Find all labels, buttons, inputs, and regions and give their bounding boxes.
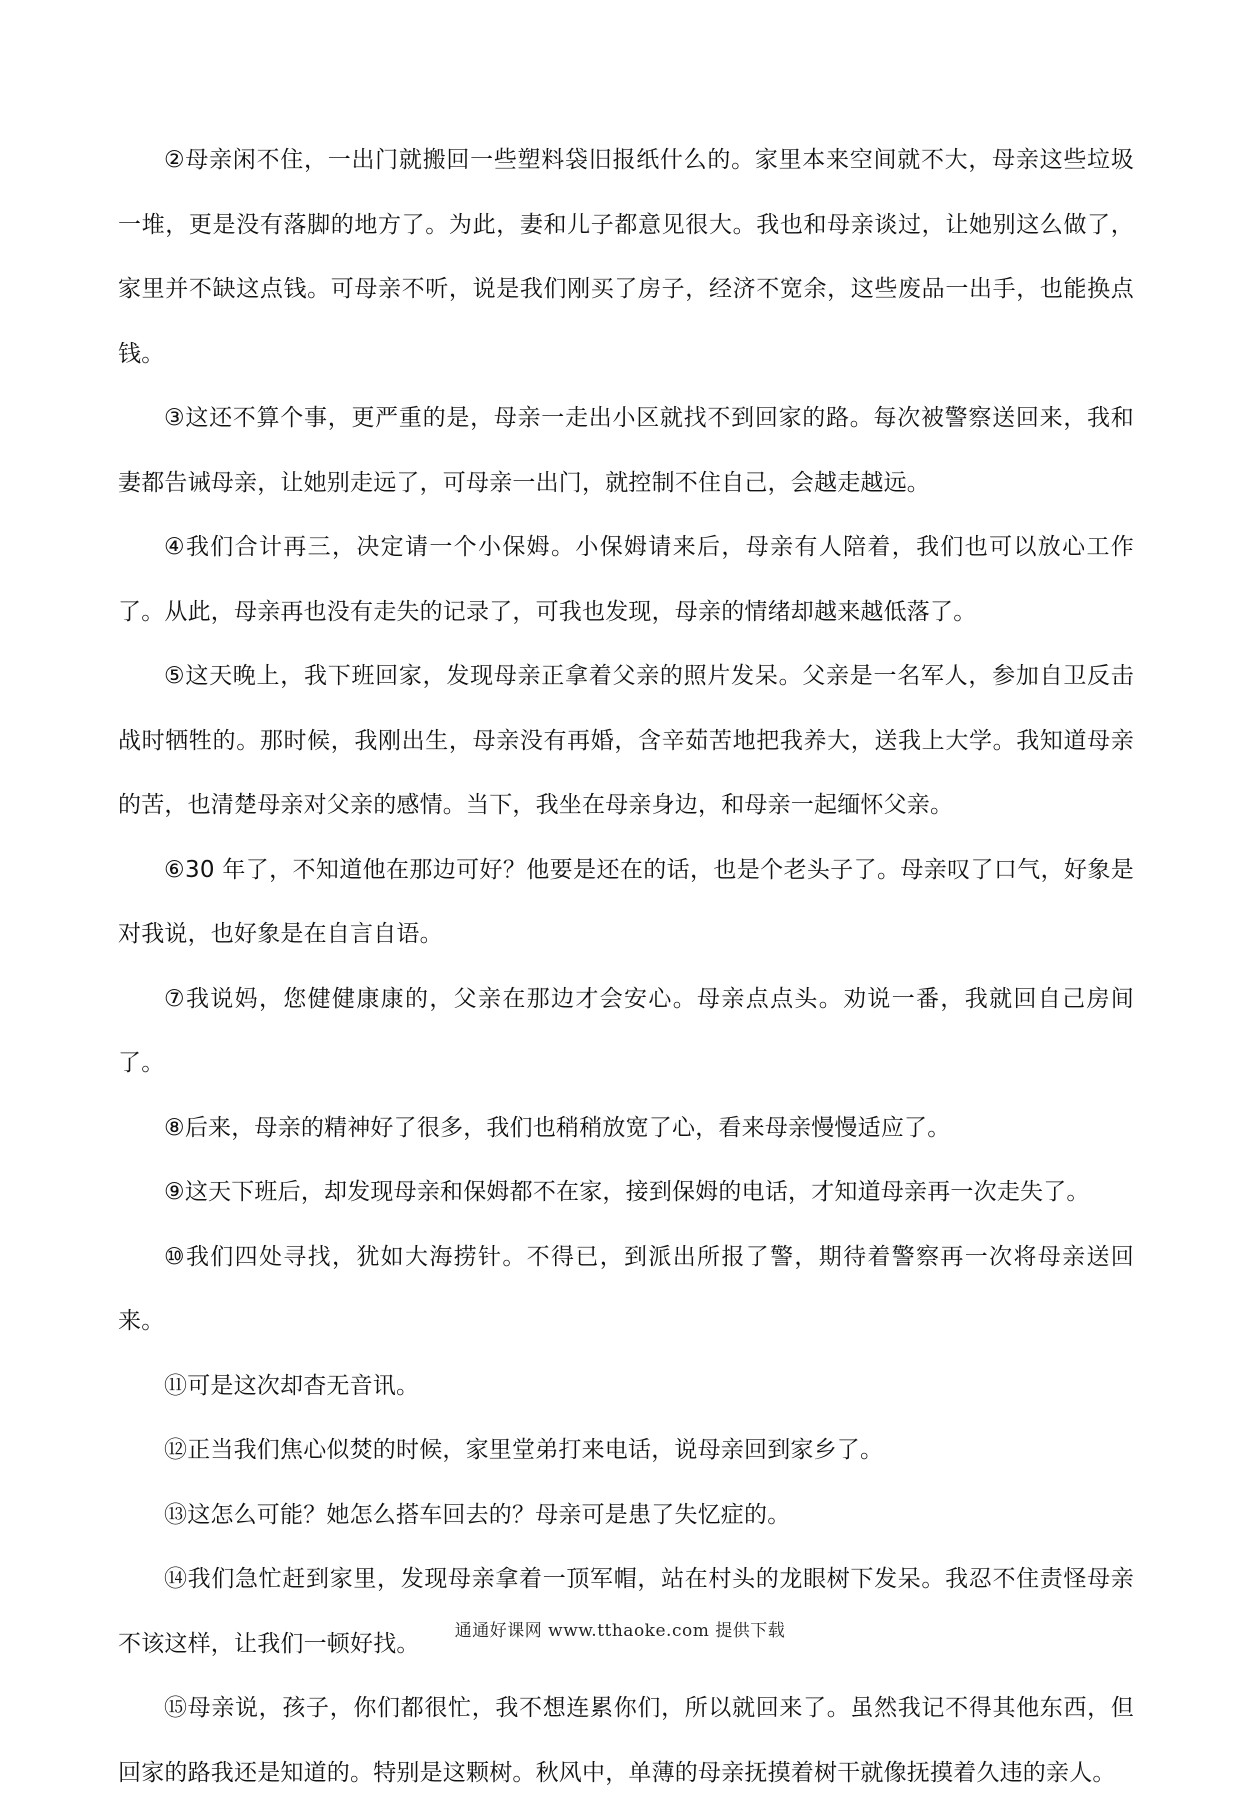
paragraph-4: ④我们合计再三，决定请一个小保姆。小保姆请来后，母亲有人陪着，我们也可以放心工作了。从此，母亲再也没有走失的记录了，可我也发现，母亲的情绪却越来越低落了。 bbox=[118, 534, 1134, 625]
paragraph-12: ⑫正当我们焦心似焚的时候，家里堂弟打来电话，说母亲回到家乡了。 bbox=[164, 1437, 884, 1463]
page-footer: 通通好课网 www.tthaoke.com 提供下载 bbox=[454, 1621, 786, 1641]
document-body bbox=[118, 128, 1134, 1805]
paragraph-5: ⑤这天晚上，我下班回家，发现母亲正拿着父亲的照片发呆。父亲是一名军人，参加自卫反击战时牺牲的。那时候，我刚出生，母亲没有再婚，含辛茹苦地把我养大，送我上大学。我知道母亲的苦，也清楚母亲对父亲的感情。当下，我坐在母亲身边，和母亲一起缅怀父亲。 bbox=[118, 663, 1134, 818]
paragraph-11: ⑪可是这次却杳无音讯。 bbox=[164, 1372, 420, 1399]
paragraph-8: ⑧后来，母亲的精神好了很多，我们也稍稍放宽了心，看来母亲慢慢适应了。 bbox=[164, 1114, 951, 1141]
paragraph-2: ②母亲闲不住，一出门就搬回一些塑料袋旧报纸什么的。家里本来空间就不大，母亲这些垃圾一堆，更是没有落脚的地方了。为此，妻和儿子都意见很大。我也和母亲谈过，让她别这么做了，家里并不缺这点钱。可母亲不听，说是我们刚买了房子，经济不宽余，这些废品一出手，也能换点钱。 bbox=[118, 147, 1134, 367]
paragraph-9: ⑨这天下班后，却发现母亲和保姆都不在家，接到保姆的电话，才知道母亲再一次走失了。 bbox=[164, 1179, 1090, 1205]
paragraph-15: ⑮母亲说，孩子，你们都很忙，我不想连累你们，所以就回来了。虽然我记不得其他东西，但回家的路我还是知道的。特别是这颗树。秋风中，单薄的母亲抚摸着树干就像抚摸着久违的亲人。 bbox=[118, 1695, 1134, 1786]
paragraph-7: ⑦我说妈，您健健康康的，父亲在那边才会安心。母亲点点头。劝说一番，我就回自己房间了。 bbox=[118, 985, 1134, 1076]
paragraph-10: ⑩我们四处寻找，犹如大海捞针。不得已，到派出所报了警，期待着警察再一次将母亲送回来。 bbox=[118, 1243, 1134, 1334]
paragraph-6: ⑥30 年了，不知道他在那边可好？他要是还在的话，也是个老头子了。母亲叹了口气，好象是对我说，也好象是在自言自语。 bbox=[118, 856, 1134, 947]
paragraph-3: ③这还不算个事，更严重的是，母亲一走出小区就找不到回家的路。每次被警察送回来，我和妻都告诫母亲，让她别走远了，可母亲一出门，就控制不住自己，会越走越远。 bbox=[118, 405, 1134, 496]
paragraph-14: ⑭我们急忙赶到家里，发现母亲拿着一顶军帽，站在村头的龙眼树下发呆。我忍不住责怪母亲不该这样，让我们一顿好找。 bbox=[118, 1566, 1134, 1657]
paragraph-13: ⑬这怎么可能？她怎么搭车回去的？母亲可是患了失忆症的。 bbox=[164, 1501, 791, 1528]
